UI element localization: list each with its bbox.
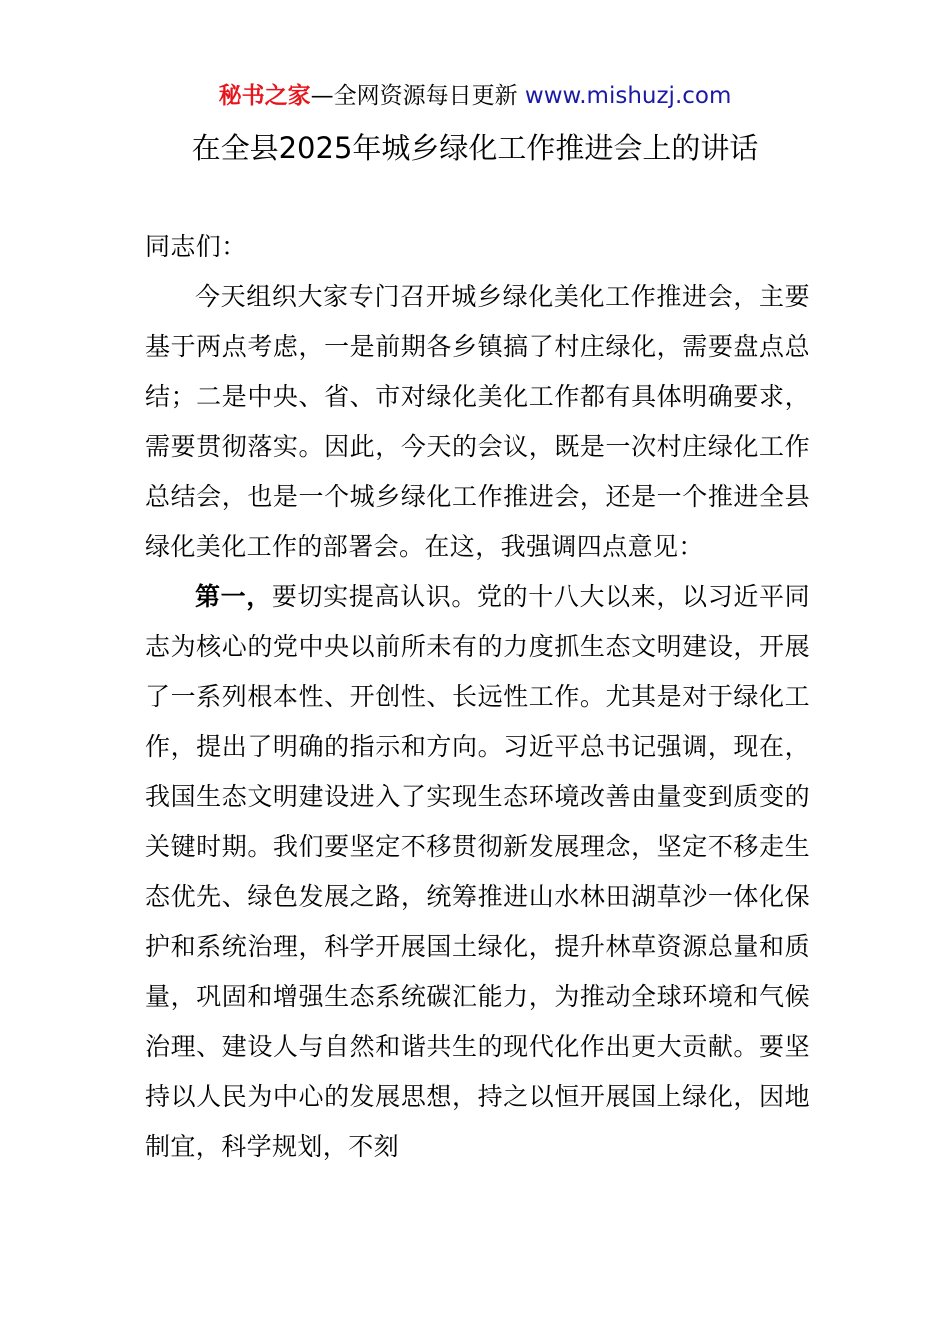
point-one-lead: 第一， [195,582,272,611]
point-one-paragraph [145,572,810,1172]
intro-paragraph: 今天组织大家专门召开城乡绿化美化工作推进会，主要基于两点考虑，一是前期各乡镇搞了村庄绿化，需要盘点总结；二是中央、省、市对绿化美化工作都有具体明确要求，需要贯彻落实。因此，今天的会议，既是一次村庄绿化工作总结会，也是一个城乡绿化工作推进会，还是一个推进全县绿化美化工作的部署会。在这，我强调四点意见： [145,282,810,561]
site-tagline: —全网资源每日更新 [310,83,518,109]
document-body [145,222,810,1172]
salutation: 同志们： [145,232,247,261]
document-title: 在全县2025年城乡绿化工作推进会上的讲话 [191,131,759,165]
site-header [0,80,950,112]
point-one-text: 要切实提高认识。党的十八大以来，以习近平同志为核心的党中央以前所未有的力度抓生态文明建设，开展了一系列根本性、开创性、长远性工作。尤其是对于绿化工作，提出了明确的指示和方向。习近平总书记强调，现在，我国生态文明建设进入了实现生态环境改善由量变到质变的关键时期。我们要坚定不移贯彻新发展理念，坚定不移走生态优先、绿色发展之路，统筹推进山水林田湖草沙一体化保护和系统治理，科学开展国土绿化，提升林草资源总量和质量，巩固和增强生态系统碳汇能力，为推动全球环境和气候治理、建设人与自然和谐共生的现代化作出更大贡献。要坚持以人民为中心的发展思想，持之以恒开展国上绿化，因地制宜，科学规划，不刻 [145,582,810,1161]
site-url-link[interactable]: www.mishuzj.com [524,83,732,109]
site-name: 秘书之家 [218,83,311,109]
